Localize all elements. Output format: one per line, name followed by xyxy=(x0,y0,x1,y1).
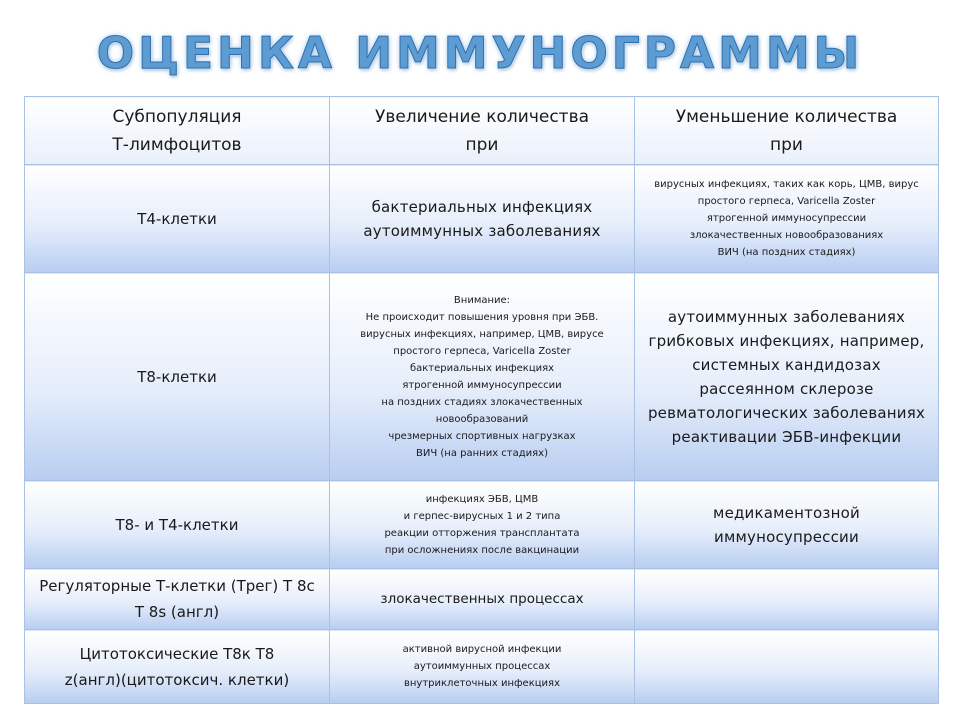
decrease-list xyxy=(641,501,932,549)
list-item: внутриклеточных инфекциях xyxy=(403,678,560,689)
list-item: реакции отторжения трансплантата xyxy=(384,527,580,539)
list-item: бактериальных инфекциях xyxy=(371,197,593,216)
list-item: Внимание: xyxy=(453,294,511,306)
header-subpopulation-line: Т-лимфоцитов xyxy=(112,134,242,155)
header-decrease-line: Уменьшение количества xyxy=(675,106,898,127)
list-item: ревматологических заболеваниях xyxy=(647,403,926,422)
list-item: простого герпеса, Varicella Zoster xyxy=(697,196,876,207)
decrease-cell xyxy=(635,630,939,704)
list-item: вирусных инфекциях, например, ЦМВ, вирусе xyxy=(360,328,604,340)
decrease-cell xyxy=(635,481,939,569)
increase-cell xyxy=(330,481,635,569)
list-item: чрезмерных спортивных нагрузках xyxy=(388,430,576,442)
header-subpopulation xyxy=(25,97,330,165)
list-item: злокачественных процессах xyxy=(380,590,584,607)
header-increase xyxy=(330,97,635,165)
list-item: Не происходит повышения уровня при ЭБВ. xyxy=(365,311,599,323)
header-decrease xyxy=(635,97,939,165)
list-item: на поздних стадиях злокачественных xyxy=(381,396,583,408)
increase-list xyxy=(336,641,628,692)
list-item: бактериальных инфекциях xyxy=(409,362,555,374)
header-increase-line: Увеличение количества xyxy=(374,106,590,127)
table-row-cytotoxic xyxy=(25,630,939,704)
list-item: аутоиммунных процессах xyxy=(413,661,551,672)
row-label: Т 8s (англ) xyxy=(134,603,220,621)
list-item: системных кандидозах xyxy=(692,355,881,374)
row-label: Т4-клетки xyxy=(137,209,217,228)
list-item: ятрогенной иммуносупрессии xyxy=(402,379,562,391)
list-item: аутоиммунных заболеваниях xyxy=(363,221,601,240)
list-item: простого герпеса, Varicella Zoster xyxy=(393,345,571,357)
list-item: рассеянном склерозе xyxy=(699,379,874,398)
table-row-t8 xyxy=(25,273,939,481)
decrease-cell xyxy=(635,165,939,273)
row-label: Т8-клетки xyxy=(137,367,217,386)
table-row-t8-t4 xyxy=(25,481,939,569)
immunogram-table xyxy=(24,96,939,704)
decrease-cell xyxy=(635,273,939,481)
decrease-cell xyxy=(635,569,939,630)
increase-cell xyxy=(330,273,635,481)
row-label-cell xyxy=(25,165,330,273)
list-item: активной вирусной инфекции xyxy=(402,644,562,655)
increase-list xyxy=(336,292,628,462)
increase-cell xyxy=(330,165,635,273)
row-label: Т8- и Т4-клетки xyxy=(115,515,239,534)
header-subpopulation-line: Субпопуляция xyxy=(112,106,242,127)
row-label: Цитотоксические Т8к Т8 xyxy=(79,644,275,663)
list-item: иммуносупрессии xyxy=(714,527,859,546)
row-label-cell xyxy=(25,481,330,569)
increase-list xyxy=(336,491,628,559)
list-item: медикаментозной xyxy=(713,503,860,522)
list-item: новообразований xyxy=(435,413,529,425)
list-item: аутоиммунных заболеваниях xyxy=(667,307,906,326)
row-label: Регуляторные Т-клетки (Трег) Т 8с xyxy=(39,577,315,595)
row-label: z(англ)(цитотоксич. клетки) xyxy=(64,670,290,689)
slide-title: ОЦЕНКА ИММУНОГРАММЫ xyxy=(96,28,864,79)
row-label-cell xyxy=(25,569,330,630)
table-row-t4 xyxy=(25,165,939,273)
header-increase-line: при xyxy=(465,134,499,155)
table-header-row xyxy=(25,97,939,165)
list-item: грибковых инфекциях, например, xyxy=(648,331,925,350)
list-item: реактивации ЭБВ-инфекции xyxy=(671,427,902,446)
increase-list xyxy=(336,589,628,610)
list-item: при осложнениях после вакцинации xyxy=(384,544,580,556)
list-item: вирусных инфекциях, таких как корь, ЦМВ, вирус xyxy=(654,179,919,190)
increase-list xyxy=(336,195,628,243)
decrease-list xyxy=(641,176,932,261)
header-decrease-line: при xyxy=(770,134,803,155)
row-label-cell xyxy=(25,273,330,481)
increase-cell xyxy=(330,630,635,704)
list-item: инфекциях ЭБВ, ЦМВ xyxy=(425,493,539,505)
list-item: злокачественных новообразованиях xyxy=(689,230,884,241)
list-item: ятрогенной иммуносупрессии xyxy=(706,213,867,224)
list-item: ВИЧ (на поздних стадиях) xyxy=(717,247,856,258)
list-item: и герпес-вирусных 1 и 2 типа xyxy=(403,510,561,522)
increase-cell xyxy=(330,569,635,630)
row-label-cell xyxy=(25,630,330,704)
decrease-list xyxy=(641,305,932,449)
list-item: ВИЧ (на ранних стадиях) xyxy=(416,447,548,459)
table-row-treg xyxy=(25,569,939,630)
